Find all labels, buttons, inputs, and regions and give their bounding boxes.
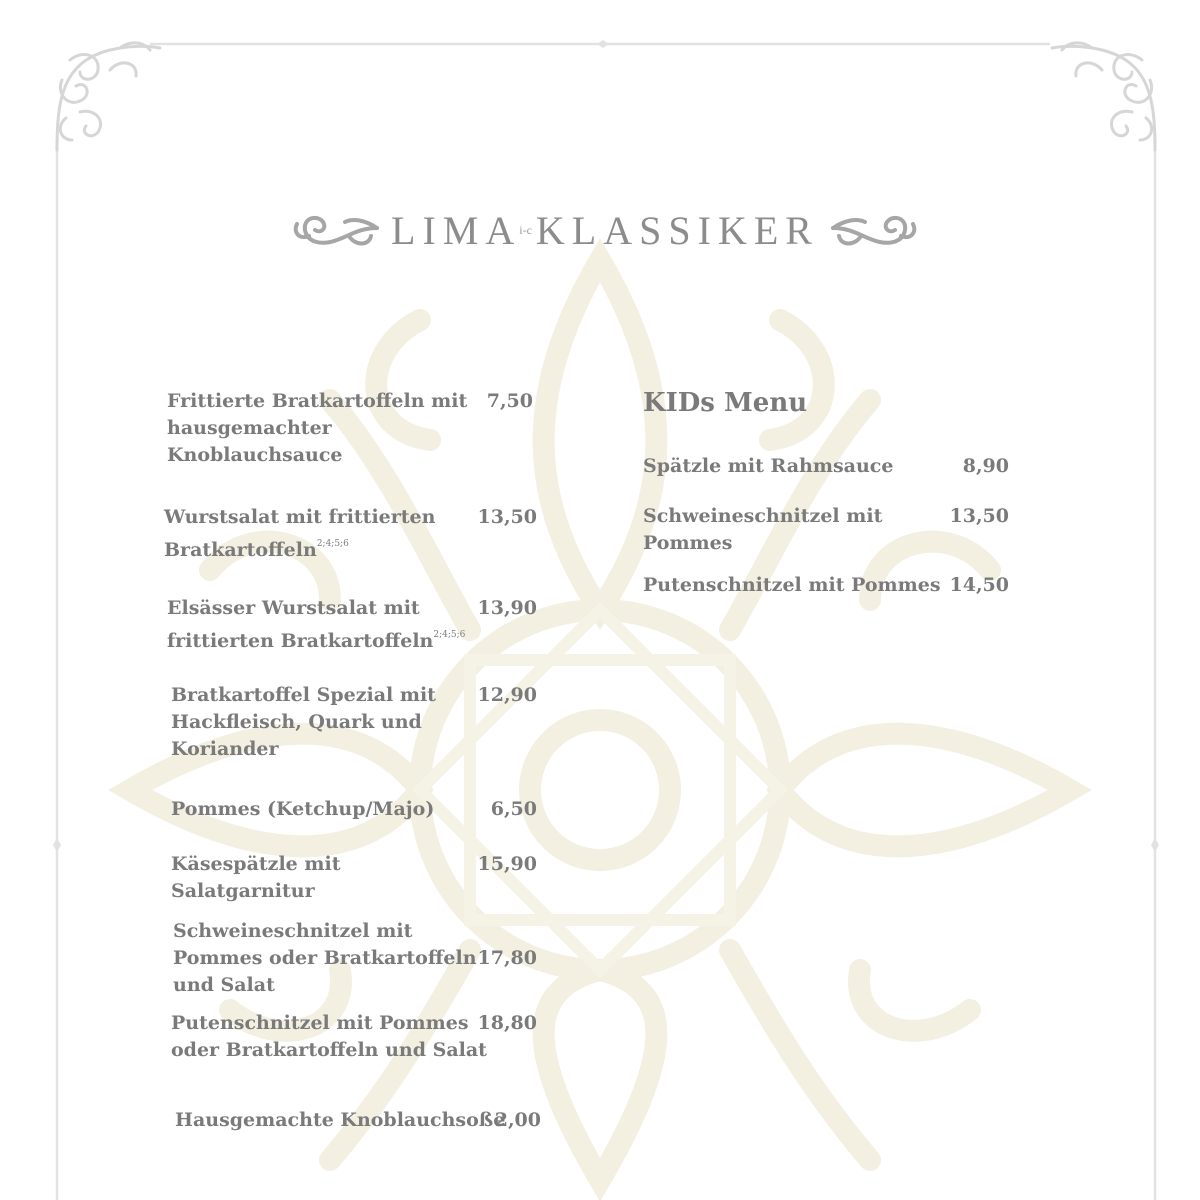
menu-item-price: 13,50	[949, 505, 1009, 527]
menu-item-name-line: oder Bratkartoffeln und Salat	[171, 1039, 487, 1061]
menu-item-price: 18,80	[477, 1012, 537, 1034]
menu-item-name-line: Frittierte Bratkartoffeln mit	[167, 390, 468, 412]
menu-item-name-line: Pommes oder Bratkartoffeln	[173, 947, 477, 969]
menu-item-name-line: Knoblauchsauce	[167, 444, 343, 466]
title-left: LIMA	[391, 207, 522, 253]
kids-menu-heading: KIDs Menu	[643, 388, 808, 418]
menu-item-name-line: Käsespätzle mit	[171, 853, 341, 875]
menu-item-name-line: Hackfleisch, Quark und	[171, 711, 422, 733]
menu-item-price: 14,50	[949, 574, 1009, 596]
allergen-codes: 2;4;5;6	[316, 539, 349, 549]
menu-item-name	[167, 595, 465, 655]
menu-item-name-line: Elsässer Wurstsalat mit	[167, 597, 420, 619]
menu-item-price: 2,00	[494, 1109, 541, 1131]
title-text	[381, 207, 829, 254]
menu-item-name-line: Salatgarnitur	[171, 880, 315, 902]
menu-item-name	[171, 851, 341, 905]
menu-item-name-line: und Salat	[173, 974, 275, 996]
menu-item-name-line: Spätzle mit Rahmsauce	[643, 455, 894, 477]
menu-item-name-line: Bratkartoffeln	[164, 539, 317, 561]
menu-item-name-line: Putenschnitzel mit Pommes	[643, 574, 941, 596]
flourish-left-icon	[289, 206, 381, 254]
menu-item-name-line: Hausgemachte Knoblauchsoße	[175, 1109, 506, 1131]
menu-item-name-line: Bratkartoffel Spezial mit	[171, 684, 436, 706]
menu-item-name-line: Pommes	[643, 532, 733, 554]
menu-item-name	[643, 572, 941, 599]
menu-item-price: 15,90	[477, 853, 537, 875]
menu-item-price: 13,90	[477, 597, 537, 619]
menu-item-name-line: frittierten Bratkartoffeln	[167, 630, 434, 652]
menu-item-name-line: Putenschnitzel mit Pommes	[171, 1012, 469, 1034]
menu-item-name	[643, 503, 882, 557]
menu-item-name-line: Koriander	[171, 738, 279, 760]
corner-ornament-top-left	[57, 43, 160, 150]
title-right: KLASSIKER	[535, 207, 819, 253]
menu-item-price: 13,50	[477, 506, 537, 528]
menu-item-name	[643, 453, 893, 480]
title-joiner: i-c	[519, 222, 532, 237]
menu-item-price: 8,90	[962, 455, 1009, 477]
menu-item-name	[175, 1107, 505, 1134]
menu-item-name	[173, 918, 477, 999]
menu-item-price: 6,50	[490, 798, 537, 820]
menu-item-name	[167, 388, 467, 469]
menu-item-name	[171, 682, 436, 763]
allergen-codes: 2;4;5;6	[433, 630, 466, 640]
section-title	[300, 195, 910, 265]
menu-item-name	[171, 796, 434, 823]
menu-item-name	[171, 1010, 487, 1064]
menu-item-name-line: Schweineschnitzel mit	[643, 505, 883, 527]
menu-item-name-line: Wurstsalat mit frittierten	[164, 506, 436, 528]
menu-item-name-line: hausgemachter	[167, 417, 332, 439]
corner-ornament-top-right	[1052, 43, 1155, 150]
menu-item-name-line: Pommes (Ketchup/Majo)	[171, 798, 435, 820]
menu-item-price: 12,90	[477, 684, 537, 706]
menu-item-price: 17,80	[477, 947, 537, 969]
menu-item-name-line: Schweineschnitzel mit	[173, 920, 413, 942]
menu-item-price: 7,50	[486, 390, 533, 412]
menu-item-name	[164, 504, 435, 564]
flourish-right-icon	[829, 206, 921, 254]
